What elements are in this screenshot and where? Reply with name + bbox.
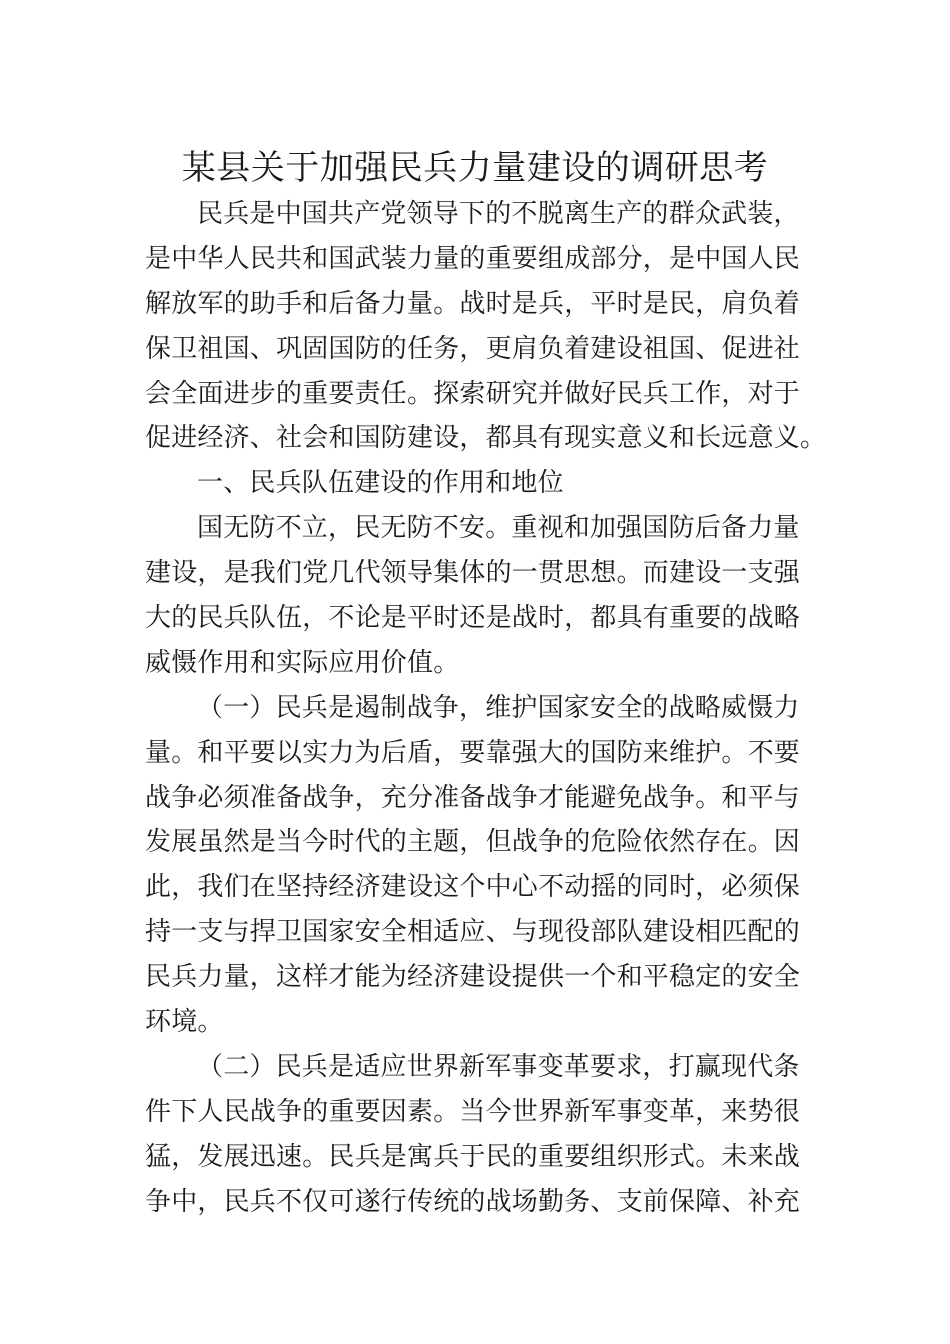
text-line: 大的民兵队伍，不论是平时还是战时，都具有重要的战略 (145, 603, 801, 634)
text-line: 促进经济、社会和国防建设，都具有现实意义和长远意义。 (145, 423, 827, 454)
text-line: 一、民兵队伍建设的作用和地位 (197, 468, 564, 499)
text-line: 环境。 (145, 1007, 224, 1038)
text-line: 国无防不立，民无防不安。重视和加强国防后备力量 (197, 513, 800, 544)
text-line: 争中，民兵不仅可遂行传统的战场勤务、支前保障、补充 (145, 1186, 801, 1217)
text-line: 发展虽然是当今时代的主题，但战争的危险依然存在。因 (145, 827, 801, 858)
text-line: 建设，是我们党几代领导集体的一贯思想。而建设一支强 (145, 558, 801, 589)
document-title: 某县关于加强民兵力量建设的调研思考 (181, 147, 769, 188)
document-body (145, 192, 827, 1224)
text-line: 威慑作用和实际应用价值。 (145, 647, 460, 678)
text-line: 解放军的助手和后备力量。战时是兵，平时是民，肩负着 (145, 288, 801, 319)
text-line: 持一支与捍卫国家安全相适应、与现役部队建设相匹配的 (145, 917, 801, 948)
text-line: （二）民兵是适应世界新军事变革要求，打赢现代条 (197, 1051, 800, 1082)
text-line: 民兵力量，这样才能为经济建设提供一个和平稳定的安全 (145, 962, 801, 993)
text-line: 保卫祖国、巩固国防的任务，更肩负着建设祖国、促进社 (145, 333, 801, 364)
text-line: 民兵是中国共产党领导下的不脱离生产的群众武装， (197, 199, 800, 229)
text-line: 是中华人民共和国武装力量的重要组成部分，是中国人民 (145, 243, 801, 274)
text-line: 量。和平要以实力为后盾，要靠强大的国防来维护。不要 (145, 737, 801, 768)
text-line: 猛，发展迅速。民兵是寓兵于民的重要组织形式。未来战 (145, 1141, 801, 1172)
text-line: 战争必须准备战争，充分准备战争才能避免战争。和平与 (145, 782, 801, 813)
text-line: 件下人民战争的重要因素。当今世界新军事变革，来势很 (145, 1096, 801, 1127)
text-line: 会全面进步的重要责任。探索研究并做好民兵工作，对于 (145, 378, 801, 409)
text-line: 此，我们在坚持经济建设这个中心不动摇的同时，必须保 (145, 872, 801, 903)
text-line: （一）民兵是遏制战争，维护国家安全的战略威慑力 (197, 692, 800, 723)
